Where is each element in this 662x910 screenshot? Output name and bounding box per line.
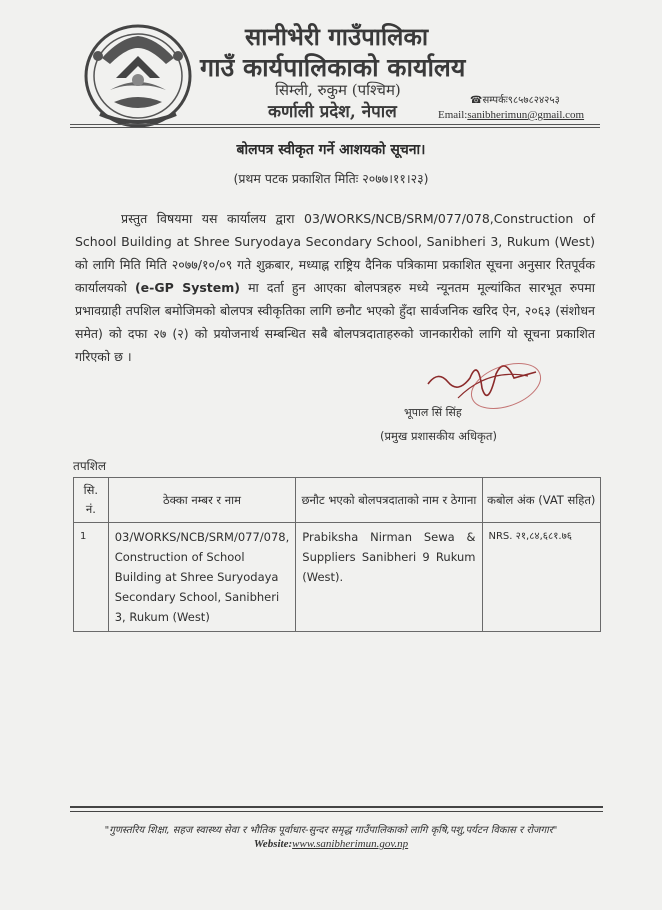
schedule-label: तपशिल [73, 459, 107, 473]
egp-system-text: (e-GP System) [134, 280, 240, 295]
header-contract: ठेक्का नम्बर र नाम [108, 478, 296, 523]
contact-phone: ☎सम्पर्कः९८५७८२४२५३ [470, 95, 560, 106]
province-country: कर्णाली प्रदेश, नेपाल [268, 102, 397, 122]
notice-body-part2: मा दर्ता हुन आएका बोलपत्रहरु मध्ये न्यूनतम मूल्यांकित सारभूत रुपमा प्रभावग्राही तपशिल बमोजिमको बोलपत्र स्वीकृतिका लागि छनौट भएको हुँदा सार्वजनिक खरिद ऐन, २०६३ (संशोधन समेत) को दफा २७ (२) को प्रयोजनार्थ सम्बन्धित सबै बोलपत्रदाताहरुको जानकारीको लागि यो सूचना प्रकाशित गरिएको छ । [75, 280, 595, 364]
notice-publication-date: (प्रथम पटक प्रकाशित मितिः २०७७।११।२३) [233, 171, 429, 186]
notice-body-part1: प्रस्तुत विषयमा यस कार्यालय द्वारा 03/WORKS/NCB/SRM/077/078,Construction of School Building at Shree Suryodaya Secondary School, Sanibheri 3, Rukum (West) को लागि मिति मिति २०७७/१०/०९ गते शुक्रबार, मध्याह्न राष्ट्रिय दैनिक पत्रिकामा प्रकाशित सूचना अनुसार रितपूर्वक कार्यालयको [75, 211, 595, 295]
header-serial: सि. नं. [74, 478, 109, 523]
cell-serial: 1 [74, 523, 109, 632]
office-location: सिम्ली, रुकुम (पश्चिम) [275, 81, 401, 99]
website-url[interactable]: www.sanibherimun.gov.np [292, 838, 409, 850]
nepal-emblem-logo [80, 18, 196, 130]
cell-amount: NRS. २१,८४,६८१.७६ [482, 523, 601, 632]
notice-title: बोलपत्र स्वीकृत गर्ने आशयको सूचना। [236, 142, 426, 158]
header-amount: कबोल अंक (VAT सहित) [482, 478, 601, 523]
signatory-designation: (प्रमुख प्रशासकीय अधिकृत) [380, 429, 497, 443]
schedule-table [73, 477, 601, 632]
signatory-name: भूपाल सिं सिंह [404, 406, 462, 419]
email-label: Email: [438, 109, 468, 121]
notice-body [75, 207, 595, 368]
footer-motto: "गुणस्तरिय शिक्षा, सहज स्वास्थ्य सेवा र भौतिक पूर्वाधार-सुन्दर समृद्ध गाउँपालिकाको लागि कृषि,पशु,पर्यटन विकास र रोजगार" [104, 825, 558, 836]
header-bidder: छनौट भएको बोलपत्रदाताको नाम र ठेगाना [296, 478, 482, 523]
footer-divider-thin [70, 811, 603, 812]
header-divider [70, 124, 600, 125]
table-header-row [74, 478, 601, 523]
header-divider-thin [70, 127, 600, 128]
municipality-name: सानीभेरी गाउँपालिका [245, 22, 429, 51]
website-label: Website: [253, 838, 293, 850]
cell-bidder: Prabiksha Nirman Sewa & Suppliers Sanibheri 9 Rukum (West). [296, 523, 482, 632]
email-address: sanibherimun@gmail.com [467, 109, 585, 121]
cell-contract: 03/WORKS/NCB/SRM/077/078, Construction of School Building at Shree Suryodaya Secondary School, Sanibheri 3, Rukum (West) [108, 523, 296, 632]
contact-email [438, 109, 584, 121]
table-row [74, 523, 601, 632]
office-name: गाउँ कार्यपालिकाको कार्यालय [200, 53, 466, 82]
footer-website [0, 838, 662, 850]
footer-divider [70, 806, 603, 808]
